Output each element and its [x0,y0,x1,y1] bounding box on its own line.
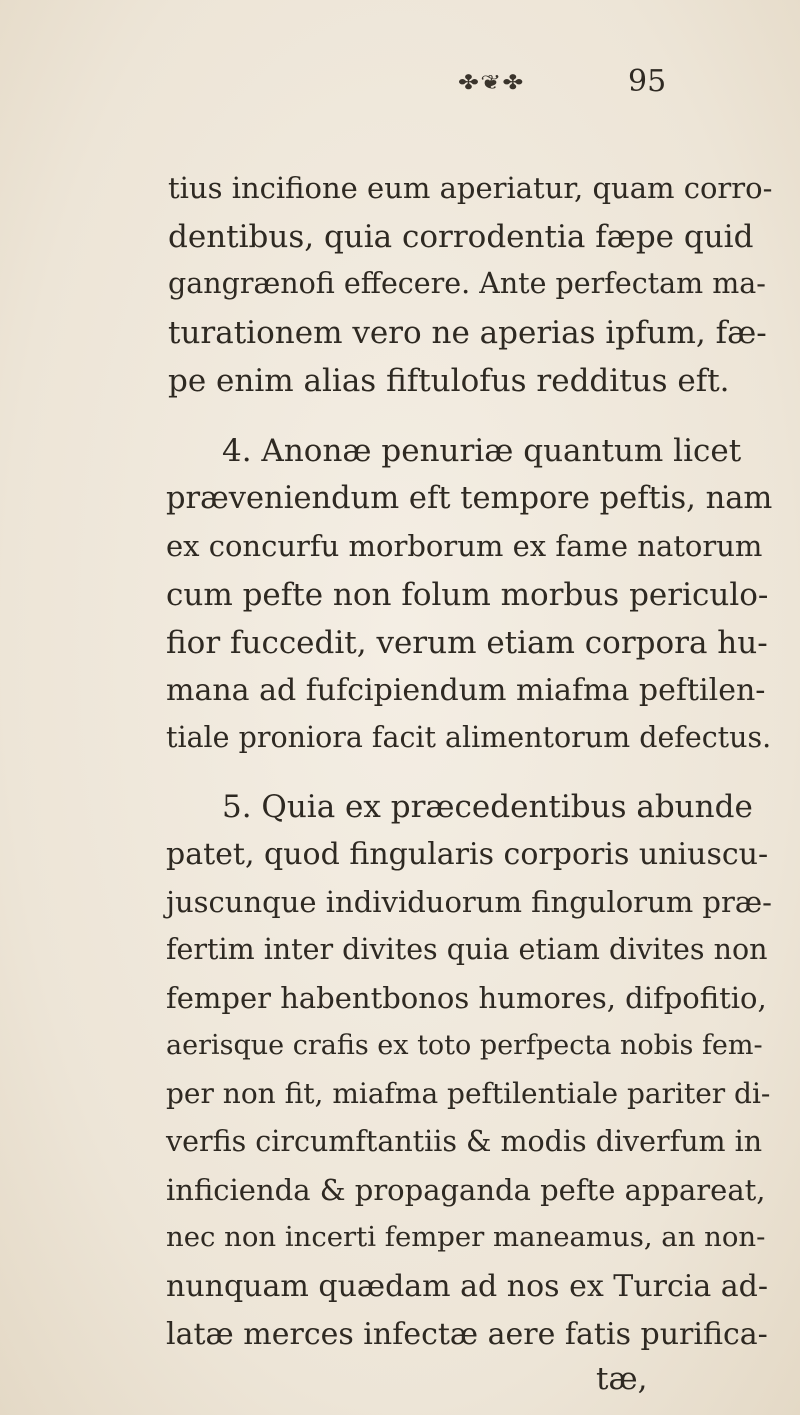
text-line: inficienda & propaganda pefte appareat, [166,1173,766,1207]
text-line: fior fuccedit, verum etiam corpora hu- [166,625,768,661]
text-line: dentibus, quia corrodentia fæpe quid [168,219,754,255]
page-number: 95 [628,64,667,99]
page-header [0,62,800,102]
text-line: 4. Anonæ penuriæ quantum licet [222,433,742,469]
text-line: latæ merces infectæ aere fatis purifica- [166,1317,768,1352]
header-ornament: ✤❦✤ [458,70,525,94]
text-line: tius incifione eum aperiatur, quam corro- [168,171,773,205]
text-line: aerisque crafis ex toto perfpecta nobis fem- [166,1030,763,1061]
text-line: pe enim alias fiftulofus redditus eft. [168,363,730,399]
text-line: tiale proniora facit alimentorum defectus. [166,721,772,754]
text-line: ex concurfu morborum ex fame natorum [166,529,763,563]
text-line: verfis circumftantiis & modis diverfum in [166,1125,763,1158]
text-line: cum pefte non folum morbus periculo- [166,577,769,613]
text-line: fertim inter divites quia etiam divites non [166,933,768,966]
text-line: gangrænofi effecere. Ante perfectam ma- [168,267,766,300]
text-line: nec non incerti femper maneamus, an non- [166,1221,766,1253]
text-line: præveniendum eft tempore peftis, nam [166,481,773,516]
text-line: juscunque individuorum fingulorum præ- [166,885,772,919]
text-line: turationem vero ne aperias ipfum, fæ- [168,315,767,351]
text-line: patet, quod fingularis corporis uniuscu- [166,837,769,872]
text-line: nunquam quædam ad nos ex Turcia ad- [166,1269,769,1304]
text-line: mana ad fufcipiendum miafma peftilen- [166,673,766,708]
text-line: 5. Quia ex præcedentibus abunde [222,789,753,825]
catchword: tæ, [596,1361,648,1397]
text-line: per non fit, miafma peftilentiale pariter di- [166,1077,771,1110]
text-line: femper habentbonos humores, difpofitio, [166,981,767,1015]
